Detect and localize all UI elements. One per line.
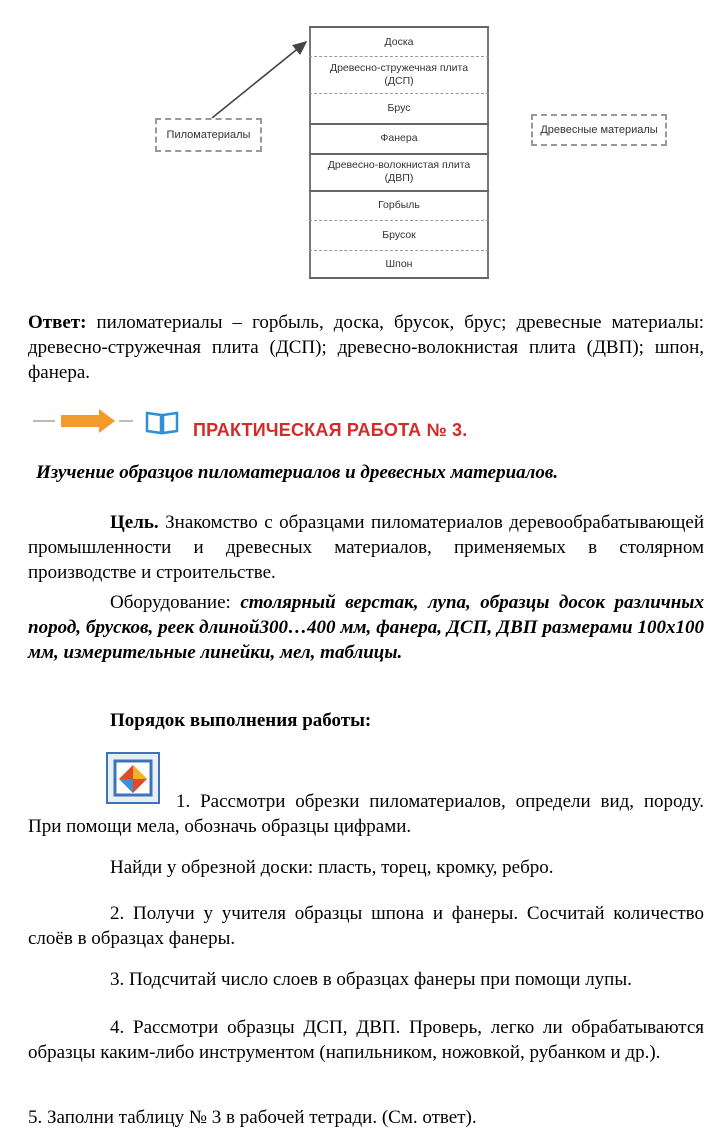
materials-diagram xyxy=(0,0,704,290)
column-item: Горбыль xyxy=(378,199,420,211)
answer-text: пиломатериалы – горбыль, доска, брусок, брус; древесные материалы: древесно-стружечная плита (ДСП); древесно-волокнистая плита (ДВП); шпон, фанера. xyxy=(28,312,704,383)
column-item: Древесно-стружечная плита (ДСП) xyxy=(329,61,469,87)
answer-label: Ответ: xyxy=(28,312,87,333)
step-4: 4. Рассмотри образцы ДСП, ДВП. Проверь, легко ли обрабатываются образцы каким-либо инструментом (напильником, ножовкой, рубанком и др.). xyxy=(28,1017,704,1063)
goal-label: Цель. xyxy=(110,512,159,533)
step-2: 2. Получи у учителя образцы шпона и фанеры. Сосчитай количество слоёв в образцах фанеры. xyxy=(28,903,704,949)
column-item: Фанера xyxy=(380,131,418,144)
procedure-heading: Порядок выполнения работы: xyxy=(110,710,372,731)
practical-subtitle: Изучение образцов пиломатериалов и древесных материалов. xyxy=(36,462,559,483)
equipment-paragraph xyxy=(28,590,704,665)
step-3: 3. Подсчитай число слоев в образцах фанеры при помощи лупы. xyxy=(110,969,632,990)
column-item: Доска xyxy=(384,36,414,48)
wood-materials-tag: Древесные материалы xyxy=(531,114,667,146)
column-item: Брусок xyxy=(382,229,416,241)
materials-column xyxy=(309,27,489,279)
column-item: Брус xyxy=(387,101,411,114)
step-1: 1. Рассмотри обрезки пиломатериалов, определи вид, породу. При помощи мела, обозначь образцы цифрами. xyxy=(28,791,704,837)
practical-heading: ПРАКТИЧЕСКАЯ РАБОТА № 3. xyxy=(193,420,468,440)
lumber-tag: Пиломатериалы xyxy=(155,118,262,152)
step-5: 5. Заполни таблицу № 3 в рабочей тетради. (См. ответ). xyxy=(28,1107,477,1128)
orange-arrow-icon xyxy=(33,406,133,436)
column-item: Древесно-волокнистая плита (ДВП) xyxy=(327,159,471,184)
step-1-extra: Найди у обрезной доски: пласть, торец, кромку, ребро. xyxy=(110,857,554,878)
equipment-text: столярный верстак, лупа, образцы досок различных пород, брусков, реек длиной300…400 мм, фанера, ДСП, ДВП размерами 100х100 мм, измерительные линейки, мел, таблицы. xyxy=(28,592,704,663)
equipment-label: Оборудование: xyxy=(110,592,241,613)
open-book-icon xyxy=(145,409,179,435)
column-item: Шпон xyxy=(385,258,413,270)
goal-text: Знакомство с образцами пиломатериалов деревообрабатывающей промышленности и древесных материалов, применяемых в столярном производстве и строительстве. xyxy=(28,512,704,583)
goal-paragraph xyxy=(28,510,704,585)
answer-paragraph xyxy=(28,310,704,385)
